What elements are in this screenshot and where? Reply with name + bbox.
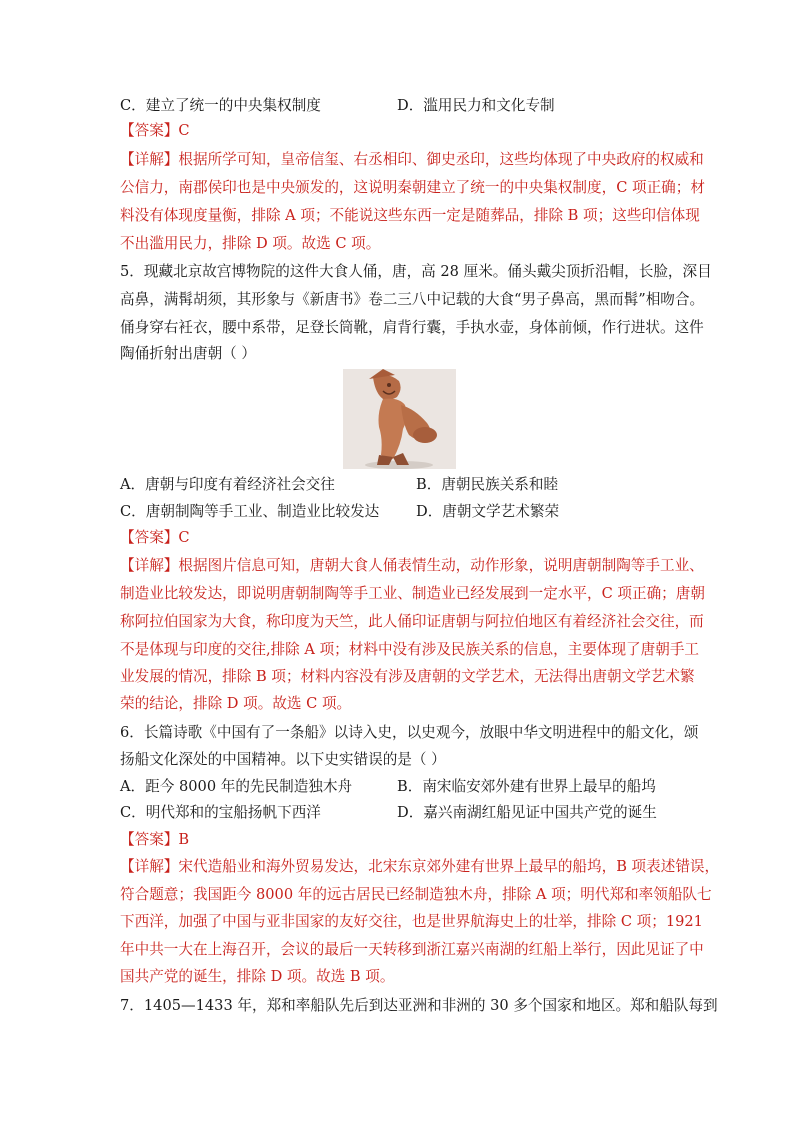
q4-explanation-line: 料没有体现度量衡，排除 A 项；不能说这些东西一定是随葬品，排除 B 项；这些印信体现 [120, 207, 700, 224]
q5-explanation-line: 荣的结论，排除 D 项。故选 C 项。 [120, 695, 352, 712]
q4-option-d: D．滥用民力和文化专制 [397, 97, 555, 114]
q6-stem-line: 6．长篇诗歌《中国有了一条船》以诗入史，以史观今，放眼中华文明进程中的船文化，颂 [120, 724, 699, 741]
figurine-photo [343, 369, 456, 469]
q5-option-c: C．唐朝制陶等手工业、制造业比较发达 [120, 503, 380, 520]
q4-option-c: C．建立了统一的中央集权制度 [120, 97, 321, 114]
q6-explanation-line: 【详解】宋代造船业和海外贸易发达，北宋东京郊外建有世界上最早的船坞，B 项表述错误， [120, 858, 720, 875]
q4-explanation-line: 【详解】根据所学可知，皇帝信玺、右丞相印、御史丞印，这些均体现了中央政府的权威和 [120, 151, 704, 168]
q6-explanation-line: 符合题意；我国距今 8000 年的远古居民已经制造独木舟，排除 A 项；明代郑和率领船队七 [120, 886, 712, 903]
tang-figurine-image [343, 369, 456, 469]
q5-stem-line: 高鼻，满髯胡须，其形象与《新唐书》卷二三八中记载的大食“男子鼻高，黑而髯”相吻合。 [120, 291, 705, 308]
q5-explanation-line: 不是体现与印度的交往,排除 A 项；材料中没有涉及民族关系的信息，主要体现了唐朝手工 [120, 641, 700, 658]
q6-option-b: B．南宋临安郊外建有世界上最早的船坞 [397, 778, 656, 795]
q6-option-a: A．距今 8000 年的先民制造独木舟 [120, 778, 353, 795]
q6-answer: 【答案】B [120, 831, 190, 848]
q5-explanation-line: 【详解】根据图片信息可知，唐朝大食人俑表情生动，动作形象，说明唐朝制陶等手工业、 [120, 557, 704, 574]
q5-option-d: D．唐朝文学艺术繁荣 [416, 503, 560, 520]
q5-stem-line: 陶俑折射出唐朝（ ） [120, 345, 256, 362]
q5-explanation-line: 称阿拉伯国家为大食，称印度为天竺，此人俑印证唐朝与阿拉伯地区有着经济社会交往，而 [120, 613, 704, 630]
q5-option-b: B．唐朝民族关系和睦 [416, 476, 559, 493]
q4-answer: 【答案】C [120, 122, 190, 139]
q6-option-d: D．嘉兴南湖红船见证中国共产党的诞生 [397, 804, 657, 821]
q5-answer: 【答案】C [120, 529, 190, 546]
q5-explanation-line: 业发展的情况，排除 B 项；材料内容没有涉及唐朝的文学艺术，无法得出唐朝文学艺术繁 [120, 668, 695, 685]
q5-option-a: A．唐朝与印度有着经济社会交往 [120, 476, 335, 493]
q5-explanation-line: 制造业比较发达，即说明唐朝制陶等手工业、制造业已经发展到一定水平，C 项正确；唐朝 [120, 585, 705, 602]
q5-stem-line: 5．现藏北京故宫博物院的这件大食人俑，唐，高 28 厘米。俑头戴尖顶折沿帽，长脸，深目 [120, 263, 712, 280]
q7-stem-line: 7．1405—1433 年，郑和率船队先后到达亚洲和非洲的 30 多个国家和地区。郑和船队每到 [120, 997, 718, 1014]
q5-stem-line: 俑身穿右衽衣，腰中系带，足登长筒靴，肩背行囊，手执水壶，身体前倾，作行进状。这件 [120, 319, 704, 336]
q6-explanation-line: 国共产党的诞生，排除 D 项。故选 B 项。 [120, 968, 395, 985]
q6-explanation-line: 下西洋，加强了中国与亚非国家的友好交往，也是世界航海史上的壮举，排除 C 项；1921 [120, 913, 703, 930]
q4-explanation-line: 公信力，南郡侯印也是中央颁发的，这说明秦朝建立了统一的中央集权制度，C 项正确；材 [120, 179, 705, 196]
q6-stem-line: 扬船文化深处的中国精神。以下史实错误的是（ ） [120, 751, 446, 768]
q6-explanation-line: 年中共一大在上海召开，会议的最后一天转移到浙江嘉兴南湖的红船上举行，因此见证了中 [120, 941, 704, 958]
q4-explanation-line: 不出滥用民力，排除 D 项。故选 C 项。 [120, 235, 381, 252]
q6-option-c: C．明代郑和的宝船扬帆下西洋 [120, 804, 321, 821]
